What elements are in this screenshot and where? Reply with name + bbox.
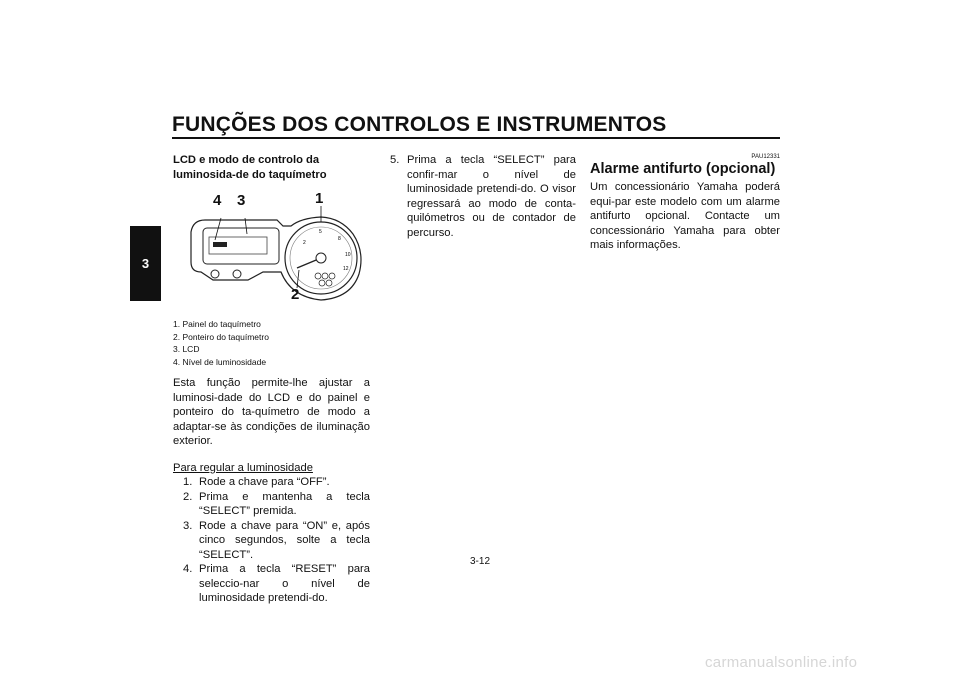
svg-text:8: 8 bbox=[338, 236, 341, 242]
intro-paragraph: Esta função permite-lhe ajustar a luminosi-dade do LCD e do painel e ponteiro do ta-químetro de modo a adaptar-se às condições de iluminação exterior. bbox=[173, 377, 370, 447]
section-heading: Alarme antifurto (opcional) bbox=[590, 161, 776, 177]
svg-text:12: 12 bbox=[343, 266, 349, 272]
svg-text:5: 5 bbox=[319, 229, 322, 235]
step-number: 2. bbox=[183, 490, 193, 503]
chapter-tab: 3 bbox=[130, 226, 161, 301]
step-number: 4. bbox=[183, 563, 193, 575]
step-number: 1. bbox=[183, 476, 193, 488]
figure-legend bbox=[173, 318, 370, 368]
step-number: 5. bbox=[390, 154, 400, 166]
list-item bbox=[390, 153, 576, 240]
list-item bbox=[173, 475, 370, 490]
page-number: 3-12 bbox=[470, 556, 491, 567]
column-2 bbox=[390, 153, 576, 240]
column-1 bbox=[173, 153, 370, 606]
procedure-title: Para regular a luminosidade bbox=[173, 461, 313, 474]
callout-4: 4 bbox=[213, 192, 222, 209]
instrument-cluster-figure bbox=[173, 192, 370, 312]
column-3 bbox=[590, 153, 780, 253]
title-rule bbox=[172, 137, 780, 139]
step-text: Rode a chave para “ON” e, após cinco segundos, solte a tecla “SELECT”. bbox=[199, 519, 370, 561]
step-text: Prima e mantenha a tecla “SELECT” premida. bbox=[199, 490, 370, 517]
section-subheading: LCD e modo de controlo da luminosida-de do taquímetro bbox=[173, 154, 327, 181]
legend-item: 3. LCD bbox=[173, 344, 200, 354]
legend-item: 2. Ponteiro do taquímetro bbox=[173, 331, 269, 342]
step-text: Prima a tecla “SELECT” para confir-mar o nível de luminosidade pretendi-do. O visor regressará ao modo de conta-quilómetros ou de contador de percurso. bbox=[407, 154, 576, 239]
legend-item: 4. Nível de luminosidade bbox=[173, 356, 267, 367]
step-text: Rode a chave para “OFF”. bbox=[199, 476, 330, 488]
reference-code: PAU12331 bbox=[751, 154, 780, 160]
svg-text:10: 10 bbox=[345, 252, 351, 258]
alarm-paragraph: Um concessionário Yamaha poderá equi-par este modelo com um alarme antifurto opcional. Contacte um concessionário Yamaha para obter mais informações. bbox=[590, 181, 780, 251]
legend-item: 1. Painel do taquímetro bbox=[173, 319, 261, 329]
procedure-steps bbox=[173, 475, 370, 606]
list-item bbox=[173, 562, 370, 606]
page-title: FUNÇÕES DOS CONTROLOS E INSTRUMENTOS bbox=[172, 113, 667, 136]
watermark-url: carmanualsonline.info bbox=[705, 654, 858, 671]
list-item bbox=[173, 519, 370, 563]
callout-3: 3 bbox=[237, 192, 246, 209]
instrument-cluster-drawing bbox=[173, 192, 370, 312]
step-text: Prima a tecla “RESET” para seleccio-nar o nível de luminosidade pretendi-do. bbox=[199, 563, 370, 604]
step-number: 3. bbox=[183, 519, 193, 532]
callout-2: 2 bbox=[291, 286, 300, 303]
list-item bbox=[173, 490, 370, 519]
callout-1: 1 bbox=[315, 190, 324, 207]
procedure-steps-continued bbox=[390, 153, 576, 240]
svg-text:2: 2 bbox=[303, 240, 306, 246]
